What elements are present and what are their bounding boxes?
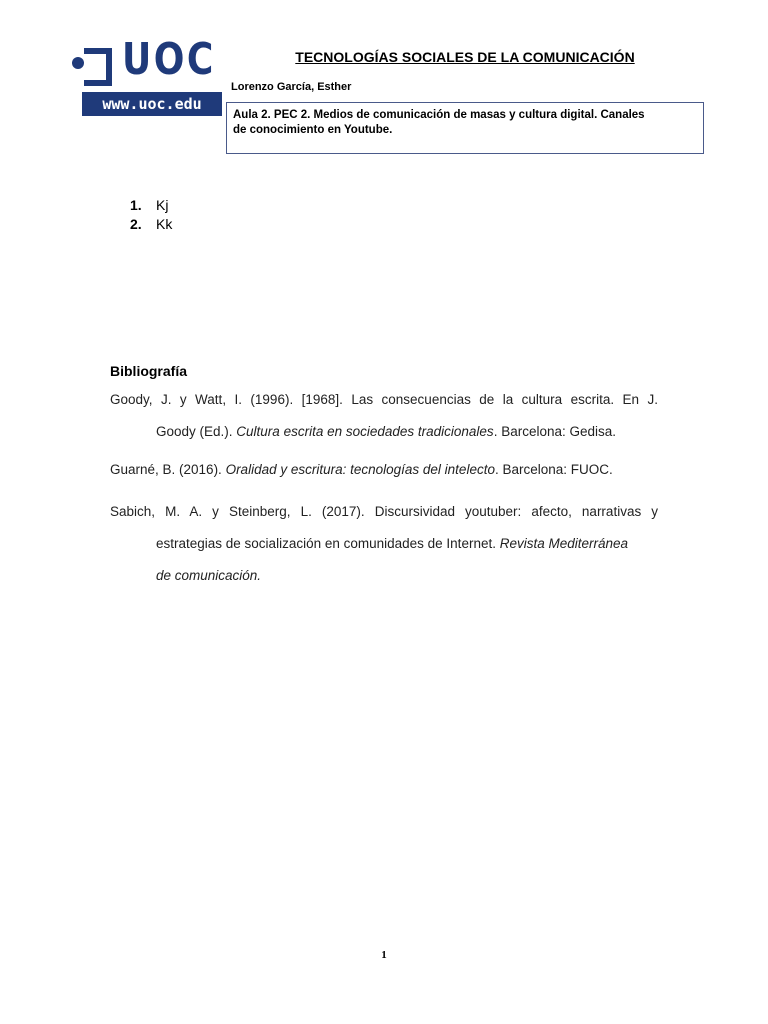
reference-line: Sabich, M. A. y Steinberg, L. (2017). Discursividad youtuber: afecto, narrativas y [110,504,658,519]
list-number: 2. [130,216,142,232]
reference-text: . Barcelona: FUOC. [494,462,613,477]
list-text: Kk [156,216,173,232]
subject-box [226,102,704,154]
reference-line: Goody, J. y Watt, I. (1996). [1968]. Las consecuencias de la cultura escrita. En J. [110,392,658,407]
reference-line [110,461,658,493]
list-text: Kj [156,197,169,213]
page-number: 1 [381,949,387,961]
reference-text: Guarné, B. (2016). [110,462,226,477]
reference-text: estrategias de socialización en comunidades de Internet. [156,536,500,551]
uoc-logo-top [70,34,222,85]
logo-dot [72,57,84,69]
numbered-list [130,196,172,234]
reference-line [110,535,658,567]
subject-line-1: Aula 2. PEC 2. Medios de comunicación de masas y cultura digital. Canales [233,109,645,121]
document-title: TECNOLOGÍAS SOCIALES DE LA COMUNICACIÓN [295,49,635,65]
reference-title: de comunicación. [156,568,262,583]
reference-line [110,423,658,455]
logo-bracket [84,48,112,86]
list-item [130,196,172,215]
reference-title: Cultura escrita en sociedades tradicionales [236,424,494,439]
reference-goody [110,391,658,455]
reference-guarne [110,461,658,493]
reference-text: Goody (Ed.). [156,424,237,439]
reference-text: . Barcelona: Gedisa. [493,424,617,439]
reference-title: Oralidad y escritura: tecnologías del intelecto [225,462,495,477]
reference-sabich [110,503,658,599]
author-name: Lorenzo García, Esther [231,81,352,93]
bibliography-heading: Bibliografía [110,363,188,379]
uoc-logo [70,34,222,116]
subject-line-2: de conocimiento en Youtube. [233,124,393,136]
reference-line [110,567,658,599]
uoc-logo-mark-icon [70,46,114,78]
logo-url: www.uoc.edu [82,92,222,116]
list-item [130,215,172,234]
list-number: 1. [130,197,142,213]
reference-title: Revista Mediterránea [499,536,629,551]
logo-wordmark: UOC [122,34,216,85]
